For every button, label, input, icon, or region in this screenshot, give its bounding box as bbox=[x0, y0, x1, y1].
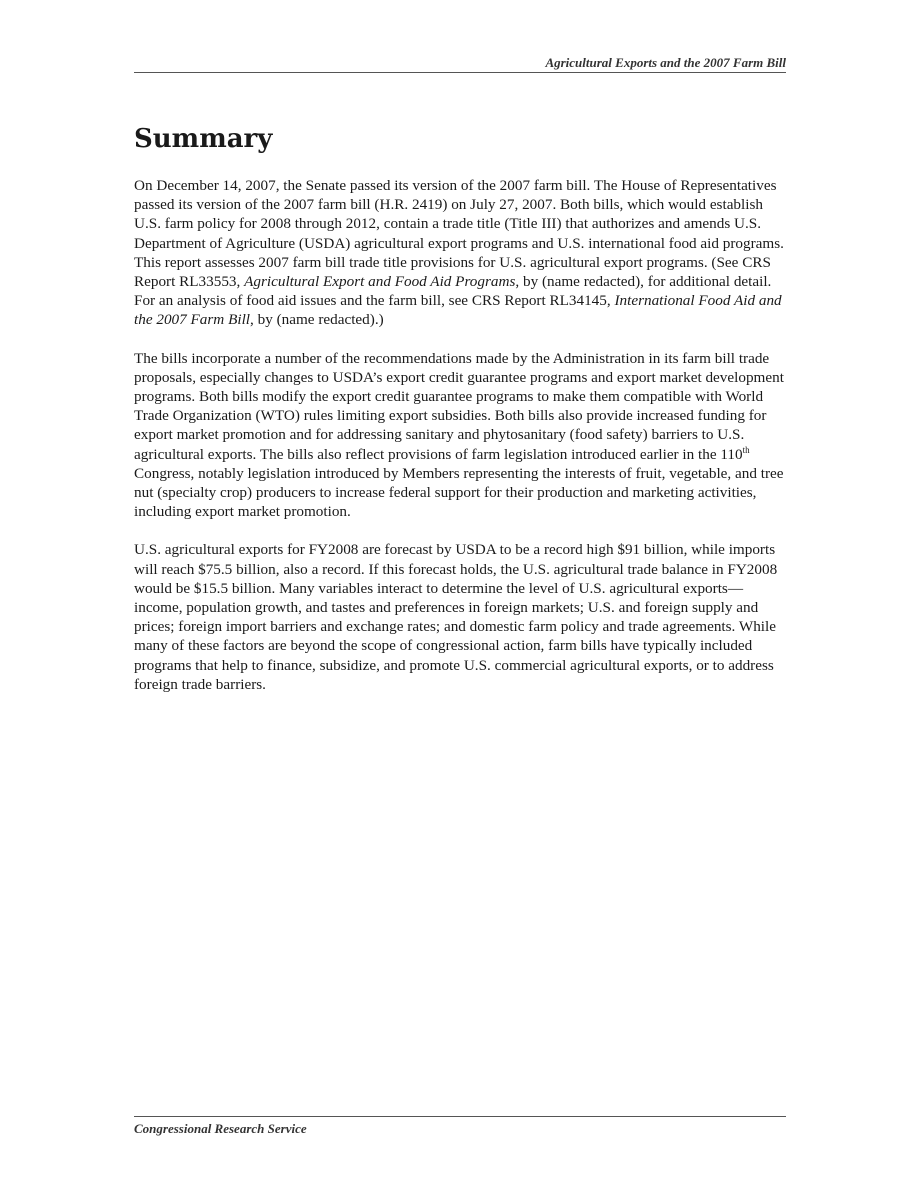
summary-body bbox=[134, 176, 786, 713]
paragraph-1-text-e: , by (name redacted).) bbox=[250, 311, 384, 329]
paragraph-1-text-a: On December 14, 2007, the Senate passed its version of the 2007 farm bill. The House of Representatives passed its version of the 2007 farm bill (H.R. 2419) on July 27, 2007. Both bills, which would establish U.S. farm policy for 2008 through 2012, contain a trade title (Title III) that authorizes and amends U.S. Department of Agriculture (USDA) agricultural export programs and U.S. international food aid programs. This report assesses 2007 farm bill trade title provisions for U.S. agricultural export programs. (See CRS Report RL33553, bbox=[134, 177, 784, 291]
paragraph-2 bbox=[134, 349, 786, 522]
paragraph-3: U.S. agricultural exports for FY2008 are forecast by USDA to be a record high $91 billion, while imports will reach $75.5 billion, also a record. If this forecast holds, the U.S. agricultural trade balance in FY2008 would be $15.5 billion. Many variables interact to determine the level of U.S. agricultural exports—income, population growth, and tastes and preferences in foreign markets; U.S. and foreign supply and prices; foreign import barriers and exchange rates; and domestic farm policy and trade agreements. While many of these factors are beyond the scope of congressional action, farm bills have typically included programs that help to finance, subsidize, and promote U.S. commercial agricultural exports, or to address foreign trade barriers. bbox=[134, 541, 778, 693]
footer-divider bbox=[134, 1116, 786, 1117]
footer-publisher: Congressional Research Service bbox=[134, 1121, 307, 1136]
paragraph-1 bbox=[134, 176, 786, 330]
report-title-rl33553: Agricultural Export and Food Aid Programs bbox=[244, 273, 516, 291]
paragraph-1-text-c: , by (name redacted), for additional detail. For an analysis of food aid issues and the farm bill, see CRS Report RL34145, bbox=[134, 273, 772, 310]
paragraph-2-text-b: Congress, notably legislation introduced by Members representing the interests of fruit, vegetable, and tree nut (specialty crop) producers to increase federal support for their production and marketing activities, including export market promotion. bbox=[134, 464, 784, 521]
header-divider bbox=[134, 72, 786, 73]
report-title-rl34145: International Food Aid and the 2007 Farm Bill bbox=[134, 292, 782, 329]
running-header: Agricultural Exports and the 2007 Farm Bill bbox=[545, 55, 786, 70]
section-heading: Summary bbox=[134, 124, 273, 154]
ordinal-superscript: th bbox=[742, 444, 750, 455]
paragraph-2-text-a: The bills incorporate a number of the recommendations made by the Administration in its farm bill trade proposals, especially changes to USDA’s export credit guarantee programs and export market development programs. Both bills modify the export credit guarantee programs to make them compatible with World Trade Organization (WTO) rules limiting export subsidies. Both bills also provide increased funding for export market promotion and for addressing sanitary and phytosanitary (food safety) barriers to U.S. agricultural exports. The bills also reflect provisions of farm legislation introduced earlier in the 110 bbox=[134, 349, 784, 463]
